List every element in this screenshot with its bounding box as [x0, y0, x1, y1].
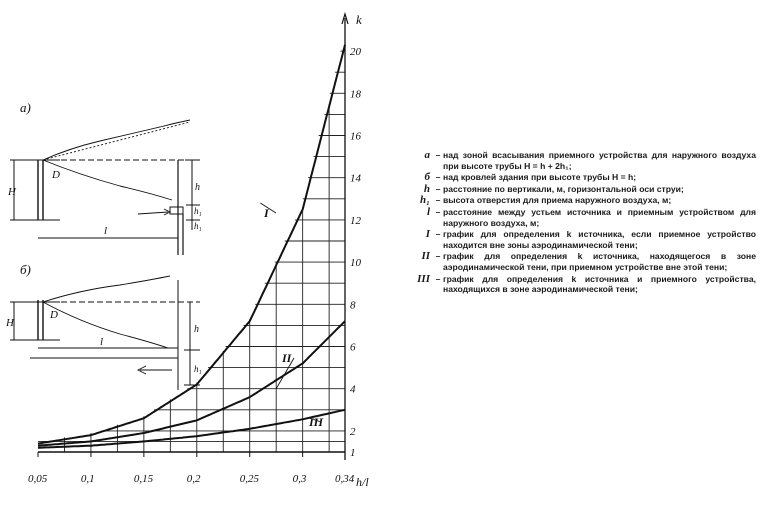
chart-axes [38, 14, 348, 460]
legend-text: график для определения k источника, находящегося в зоне аэродинамической тени, при приемном устройстве вне этой тени; [443, 251, 756, 272]
y-tick-label: 6 [350, 341, 356, 354]
legend-text: над кровлей здания при высоте трубы H = h; [443, 172, 637, 183]
legend-item [404, 207, 756, 228]
legend [404, 150, 756, 296]
scheme-b-label: б) [20, 262, 31, 277]
scheme-a-h: h [195, 182, 200, 193]
x-tick-label: 0,1 [80, 473, 95, 485]
y-tick-label: 18 [350, 88, 361, 101]
legend-item [404, 274, 756, 295]
legend-item [404, 195, 756, 206]
x-axis-label: h/l [356, 475, 369, 489]
legend-symbol: l [426, 205, 430, 218]
legend-item [404, 229, 756, 250]
scheme-a-l: l [104, 225, 108, 237]
legend-text: высота отверстия для приема наружного воздуха, м; [443, 195, 672, 206]
legend-text: над зоной всасывания приемного устройства для наружного воздуха при высоте трубы H = h + 2h₁; [443, 150, 756, 171]
scheme-b-l: l [100, 336, 104, 348]
x-tick-label: 0,3 [292, 473, 307, 485]
legend-symbol: I [425, 228, 430, 241]
legend-symbol: III [417, 272, 430, 285]
legend-dash: – [435, 183, 441, 194]
curve-label-III: III [309, 415, 324, 429]
y-tick-label: 8 [350, 299, 356, 312]
chart-curves [38, 45, 345, 448]
legend-item [404, 184, 756, 195]
scheme-b-H: H [6, 317, 14, 329]
legend-dash: – [435, 273, 441, 284]
legend-text: график для определения k источника и приемного устройства, находящихся в зоне аэродинамической тени; [443, 273, 756, 295]
curve-label-II: II [282, 351, 292, 365]
y-tick-label: 10 [350, 257, 361, 270]
scheme-a-h1-bottom: h₁ [194, 221, 202, 231]
legend-dash: – [435, 195, 441, 206]
y-tick-label: 12 [350, 214, 361, 227]
legend-item [404, 172, 756, 183]
legend-text: расстояние по вертикали, м, горизонтальной оси струи; [443, 183, 684, 194]
y-tick-label: 4 [350, 383, 356, 396]
y-tick-label: 14 [350, 172, 361, 185]
x-tick-label: 0,25 [239, 473, 259, 485]
legend-item [404, 251, 756, 272]
y-tick-label: 2 [350, 425, 356, 438]
curve-label-I: I [264, 206, 269, 220]
x-tick-label: 0,15 [133, 473, 154, 485]
legend-dash: – [435, 206, 441, 217]
curve-II [38, 321, 345, 446]
legend-text: график для определения k источника, если приемное устройство находится вне зоны аэродинамической тени; [443, 229, 756, 250]
scheme-a-H: H [8, 186, 16, 198]
scheme-b-h: h [194, 324, 199, 335]
legend-symbol: б [424, 171, 430, 184]
y-axis-label: k [356, 12, 362, 27]
scheme-a-D: D [52, 169, 60, 181]
x-tick-label: 0,05 [28, 473, 48, 485]
legend-dash: – [435, 150, 441, 160]
legend-symbol: h [423, 182, 430, 195]
scheme-b [5, 262, 202, 390]
y-tick-label: 20 [350, 46, 361, 59]
chart-curve-labels [260, 203, 324, 429]
legend-dash: – [435, 251, 441, 262]
x-tick-label: 0,34 [335, 473, 355, 485]
k-chart [28, 12, 369, 489]
scheme-a-label: а) [20, 100, 31, 115]
legend-item [404, 150, 756, 171]
legend-symbol: II [421, 250, 430, 263]
y-tick-label: 16 [350, 130, 361, 143]
curve-I [38, 45, 345, 444]
scheme-b-D: D [50, 309, 58, 321]
legend-dash: – [435, 229, 441, 240]
y-tick-label: 1 [350, 447, 356, 459]
scheme-a [7, 100, 202, 255]
scheme-b-h1: h₁ [194, 364, 202, 374]
x-tick-label: 0,2 [186, 473, 201, 485]
legend-symbol: h₁ [420, 194, 430, 207]
legend-dash: – [435, 172, 441, 183]
scheme-a-h1-top: h₁ [194, 206, 202, 216]
chart-grid [64, 51, 345, 452]
legend-symbol: а [424, 149, 430, 161]
legend-text: расстояние между устьем источника и приемным устройством для наружного воздуха, м; [443, 206, 756, 228]
